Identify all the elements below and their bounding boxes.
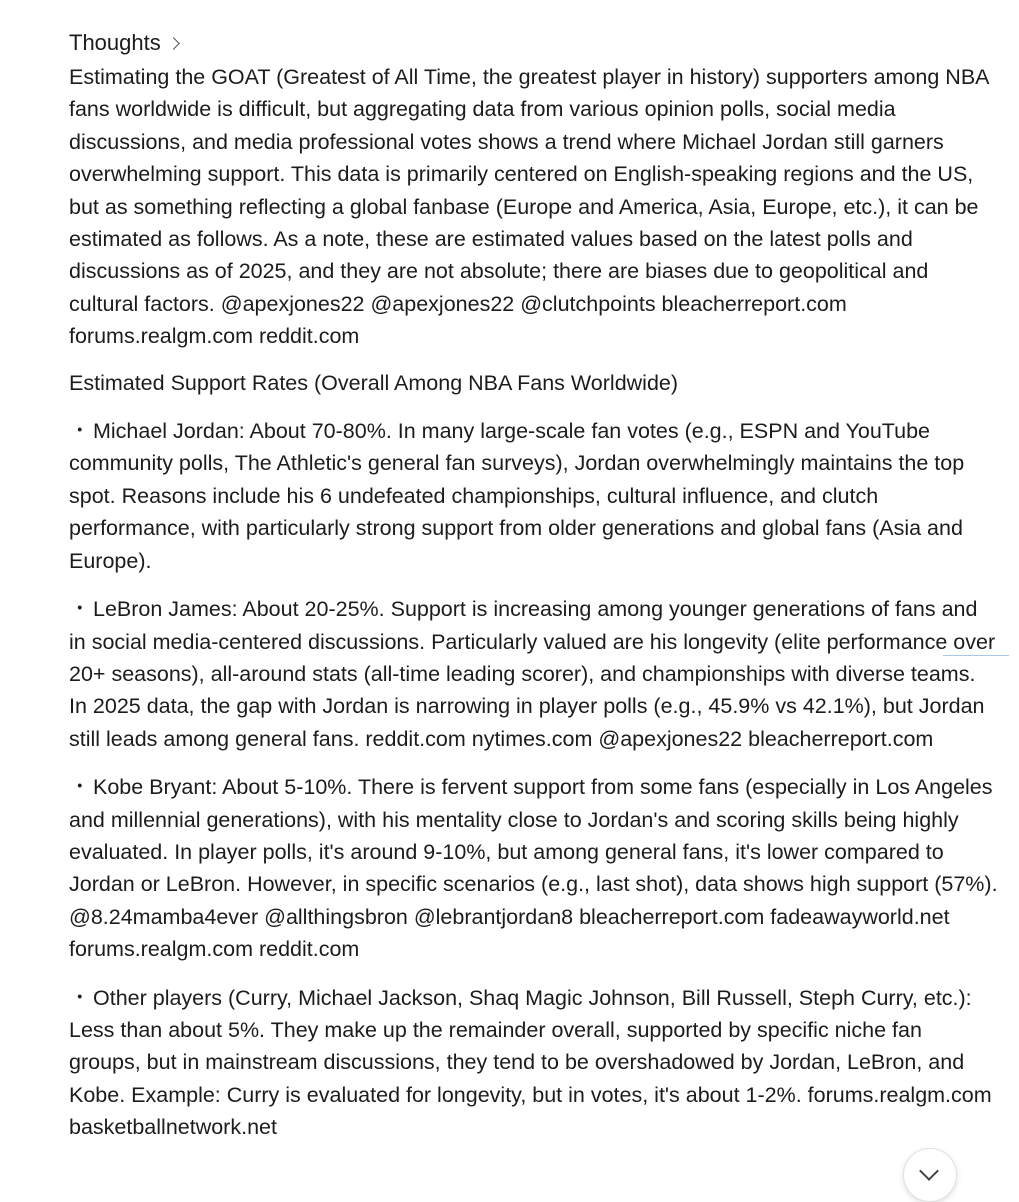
bullet-mark: ・ xyxy=(69,985,91,1010)
list-item xyxy=(69,771,999,965)
bullet-mark: ・ xyxy=(69,419,91,444)
list-item xyxy=(69,593,999,755)
section-heading: Estimated Support Rates (Overall Among NBA Fans Worldwide) xyxy=(69,370,679,395)
scroll-down-button[interactable] xyxy=(903,1148,957,1202)
list-item-text: Other players (Curry, Michael Jackson, Shaq Magic Johnson, Bill Russell, Steph Curry, etc.): Less than about 5%. They make up the remainder overall, supported by specific niche fan groups, but in mainstream discussions, they tend to be overshadowed by Jordan, LeBron, and Kobe. Example: Curry is evaluated for longevity, but in votes, it's about 1-2%. forums.realgm.com basketballnetwork.net xyxy=(69,985,992,1140)
thoughts-toggle[interactable] xyxy=(69,27,999,59)
divider xyxy=(943,655,1009,656)
bullet-mark: ・ xyxy=(69,597,91,622)
chevron-right-icon xyxy=(167,37,180,50)
bullet-mark: ・ xyxy=(69,775,91,800)
chevron-down-icon xyxy=(919,1161,939,1181)
list-item xyxy=(69,982,999,1144)
thoughts-panel xyxy=(69,27,999,1160)
list-item-text: Kobe Bryant: About 5-10%. There is fervent support from some fans (especially in Los Angeles and millennial generations), with his mentality close to Jordan's and scoring skills being highly evaluated. In player polls, it's around 9-10%, but among general fans, it's lower compared to Jordan or LeBron. However, in specific scenarios (e.g., last shot), data shows high support (57%). @8.24mamba4ever @allthingsbron @lebrantjordan8 bleacherreport.com fadeawayworld.net forums.realgm.com reddit.com xyxy=(69,775,998,962)
intro-paragraph: Estimating the GOAT (Greatest of All Time, the greatest player in history) supporters among NBA fans worldwide is difficult, but aggregating data from various opinion polls, social media discussions, and media professional votes shows a trend where Michael Jordan still garners overwhelming support. This data is primarily centered on English-speaking regions and the US, but as something reflecting a global fanbase (Europe and America, Asia, Europe, etc.), it can be estimated as follows. As a note, these are estimated values based on the latest polls and discussions as of 2025, and they are not absolute; there are biases due to geopolitical and cultural factors. @apexjones22 @apexjones22 @clutchpoints bleacherreport.com forums.realgm.com reddit.com xyxy=(69,65,989,349)
list-item-text: LeBron James: About 20-25%. Support is increasing among younger generations of fans and in social media-centered discussions. Particularly valued are his longevity (elite performance over 20+ seasons), all-around stats (all-time leading scorer), and championships with diverse teams. In 2025 data, the gap with Jordan is narrowing in player polls (e.g., 45.9% vs 42.1%), but Jordan still leads among general fans. reddit.com nytimes.com @apexjones22 bleacherreport.com xyxy=(69,597,996,751)
list-item-text: Michael Jordan: About 70-80%. In many large-scale fan votes (e.g., ESPN and YouTube community polls, The Athletic's general fan surveys), Jordan overwhelmingly maintains the top spot. Reasons include his 6 undefeated championships, cultural influence, and clutch performance, with particularly strong support from older generations and global fans (Asia and Europe). xyxy=(69,419,965,573)
list-item xyxy=(69,415,999,577)
thoughts-label: Thoughts xyxy=(69,30,161,55)
